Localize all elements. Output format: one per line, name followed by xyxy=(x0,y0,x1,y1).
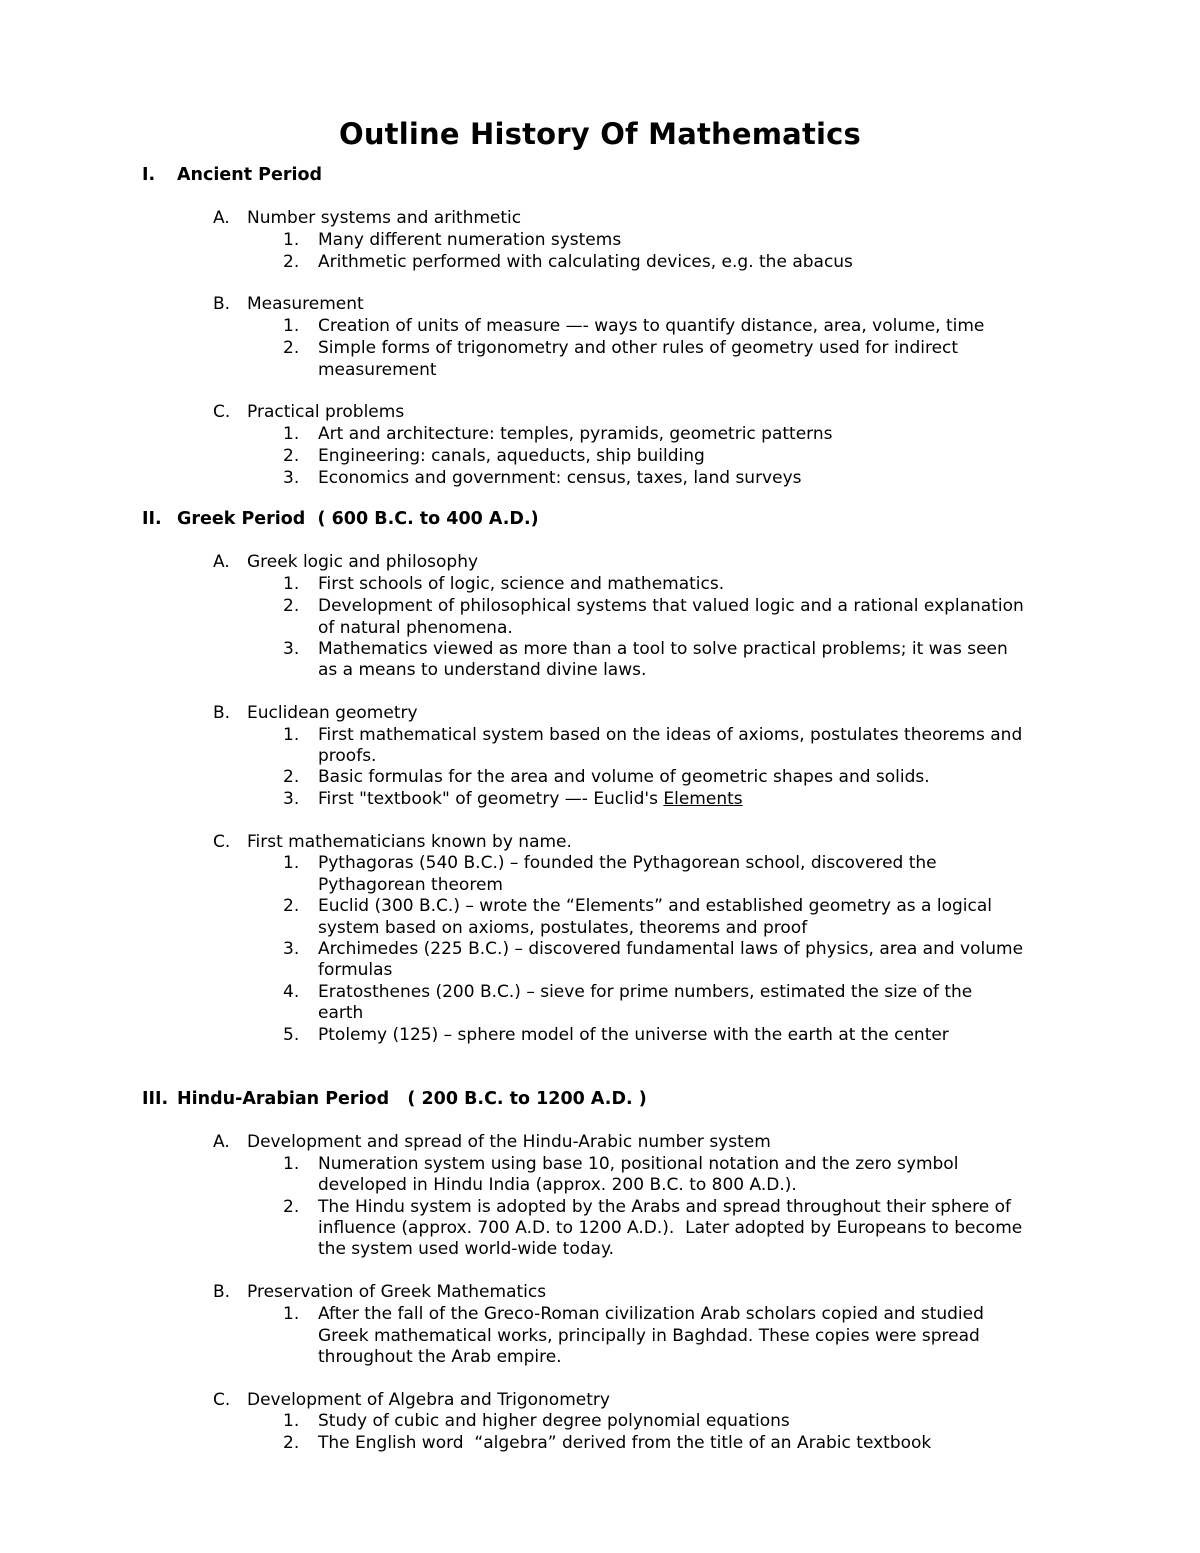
book-title-elements: Elements xyxy=(663,789,743,809)
subsection-label: Development of Algebra and Trigonometry xyxy=(247,1390,610,1410)
item-number: 2. xyxy=(283,446,300,466)
list-item xyxy=(283,337,958,359)
section-heading xyxy=(142,508,539,530)
item-number: 2. xyxy=(283,767,300,787)
item-text: Economics and government: census, taxes, land surveys xyxy=(318,468,802,488)
item-continuation: of natural phenomena. xyxy=(318,618,513,638)
subsection-heading xyxy=(213,831,572,853)
list-item xyxy=(283,467,802,489)
subsection-label: Preservation of Greek Mathematics xyxy=(247,1282,547,1302)
list-item xyxy=(283,638,1008,660)
subsection-heading xyxy=(213,293,364,315)
item-continuation: proofs. xyxy=(318,746,377,766)
section-heading xyxy=(142,1088,647,1110)
item-text: Engineering: canals, aqueducts, ship building xyxy=(318,446,705,466)
item-continuation: formulas xyxy=(318,960,393,980)
item-text: The English word “algebra” derived from the title of an Arabic textbook xyxy=(318,1433,932,1453)
subsection-heading xyxy=(213,1389,610,1411)
item-number: 2. xyxy=(283,338,300,358)
subsection-letter: B. xyxy=(213,703,231,723)
item-continuation: measurement xyxy=(318,360,437,380)
item-number: 1. xyxy=(283,424,300,444)
item-text: Study of cubic and higher degree polynomial equations xyxy=(318,1411,790,1431)
section-number: II. xyxy=(142,509,162,529)
list-item xyxy=(283,573,724,595)
item-text: Numeration system using base 10, positional notation and the zero symbol xyxy=(318,1154,959,1174)
item-number: 1. xyxy=(283,574,300,594)
subsection-letter: B. xyxy=(213,1282,231,1302)
item-text: Art and architecture: temples, pyramids, geometric patterns xyxy=(318,424,833,444)
subsection-label: Number systems and arithmetic xyxy=(247,208,522,228)
item-continuation: earth xyxy=(318,1003,364,1023)
subsection-heading xyxy=(213,1281,546,1303)
section-title: Greek Period ( 600 B.C. to 400 A.D.) xyxy=(177,509,539,529)
item-text: Pythagoras (540 B.C.) – founded the Pythagorean school, discovered the xyxy=(318,853,937,873)
list-item xyxy=(283,315,984,337)
item-number: 1. xyxy=(283,1411,300,1431)
item-number: 5. xyxy=(283,1025,300,1045)
subsection-heading xyxy=(213,1131,771,1153)
subsection-letter: C. xyxy=(213,402,231,422)
item-number: 1. xyxy=(283,230,300,250)
item-text: Creation of units of measure —- ways to quantify distance, area, volume, time xyxy=(318,316,985,336)
item-number: 1. xyxy=(283,853,300,873)
item-text: Simple forms of trigonometry and other rules of geometry used for indirect xyxy=(318,338,959,358)
list-item xyxy=(283,229,621,251)
section-number: I. xyxy=(142,165,156,185)
section-title: Hindu-Arabian Period ( 200 B.C. to 1200 A.D. ) xyxy=(177,1089,647,1109)
item-text: Euclid (300 B.C.) – wrote the “Elements” and established geometry as a logical xyxy=(318,896,992,916)
item-number: 3. xyxy=(283,639,300,659)
page-title: Outline History Of Mathematics xyxy=(338,117,862,151)
subsection-letter: C. xyxy=(213,1390,231,1410)
item-text: First mathematical system based on the ideas of axioms, postulates theorems and xyxy=(318,725,1023,745)
list-item xyxy=(283,1432,931,1454)
item-continuation: influence (approx. 700 A.D. to 1200 A.D.). Later adopted by Europeans to become xyxy=(318,1218,1023,1238)
item-text: Ptolemy (125) – sphere model of the universe with the earth at the center xyxy=(318,1025,949,1045)
item-text: Arithmetic performed with calculating devices, e.g. the abacus xyxy=(318,252,853,272)
item-number: 4. xyxy=(283,982,300,1002)
list-item xyxy=(283,1153,958,1175)
subsection-label: Measurement xyxy=(247,294,364,314)
list-item xyxy=(283,981,972,1003)
subsection-heading xyxy=(213,551,478,573)
item-continuation: as a means to understand divine laws. xyxy=(318,660,647,680)
item-text: Archimedes (225 B.C.) – discovered fundamental laws of physics, area and volume xyxy=(318,939,1024,959)
item-text: Many different numeration systems xyxy=(318,230,622,250)
subsection-label: Development and spread of the Hindu-Arabic number system xyxy=(247,1132,771,1152)
item-number: 1. xyxy=(283,1304,300,1324)
item-continuation: Pythagorean theorem xyxy=(318,875,503,895)
item-number: 2. xyxy=(283,896,300,916)
item-continuation: developed in Hindu India (approx. 200 B.C. to 800 A.D.). xyxy=(318,1175,797,1195)
item-continuation: throughout the Arab empire. xyxy=(318,1347,562,1367)
item-number: 1. xyxy=(283,725,300,745)
subsection-letter: A. xyxy=(213,208,230,228)
subsection-letter: A. xyxy=(213,1132,230,1152)
item-continuation: the system used world-wide today. xyxy=(318,1239,614,1259)
list-item xyxy=(283,251,853,273)
list-item xyxy=(283,595,1024,617)
item-number: 3. xyxy=(283,939,300,959)
item-text: Eratosthenes (200 B.C.) – sieve for prime numbers, estimated the size of the xyxy=(318,982,973,1002)
subsection-heading xyxy=(213,401,404,423)
item-number: 1. xyxy=(283,1154,300,1174)
list-item xyxy=(283,445,705,467)
subsection-label: Greek logic and philosophy xyxy=(247,552,479,572)
list-item xyxy=(283,1196,1011,1218)
list-item xyxy=(283,895,992,917)
subsection-label: Euclidean geometry xyxy=(247,703,418,723)
subsection-letter: B. xyxy=(213,294,231,314)
item-number: 1. xyxy=(283,316,300,336)
item-number: 2. xyxy=(283,596,300,616)
subsection-heading xyxy=(213,702,418,724)
list-item xyxy=(283,1024,949,1046)
subsection-letter: A. xyxy=(213,552,230,572)
item-text: After the fall of the Greco-Roman civilization Arab scholars copied and studied xyxy=(318,1304,984,1324)
section-title: Ancient Period xyxy=(177,165,323,185)
subsection-label: First mathematicians known by name. xyxy=(247,832,572,852)
item-number: 2. xyxy=(283,1197,300,1217)
list-item xyxy=(283,852,937,874)
subsection-letter: C. xyxy=(213,832,231,852)
item-text: First "textbook" of geometry —- Euclid's xyxy=(318,789,664,809)
subsection-label: Practical problems xyxy=(247,402,405,422)
section-heading xyxy=(142,164,322,186)
item-text: The Hindu system is adopted by the Arabs and spread throughout their sphere of xyxy=(318,1197,1012,1217)
list-item xyxy=(283,724,1022,746)
list-item xyxy=(283,766,930,788)
item-number: 2. xyxy=(283,1433,300,1453)
item-text: First schools of logic, science and mathematics. xyxy=(318,574,725,594)
item-text: Development of philosophical systems that valued logic and a rational explanation xyxy=(318,596,1024,616)
subsection-heading xyxy=(213,207,521,229)
item-text: Mathematics viewed as more than a tool to solve practical problems; it was seen xyxy=(318,639,1008,659)
item-continuation: Greek mathematical works, principally in Baghdad. These copies were spread xyxy=(318,1326,980,1346)
list-item xyxy=(283,938,1023,960)
list-item xyxy=(283,1410,790,1432)
item-number: 3. xyxy=(283,468,300,488)
item-continuation: system based on axioms, postulates, theorems and proof xyxy=(318,918,808,938)
list-item xyxy=(283,788,743,810)
section-number: III. xyxy=(142,1089,169,1109)
item-text: Basic formulas for the area and volume of geometric shapes and solids. xyxy=(318,767,930,787)
list-item xyxy=(283,1303,984,1325)
list-item xyxy=(283,423,833,445)
item-number: 3. xyxy=(283,789,300,809)
item-number: 2. xyxy=(283,252,300,272)
